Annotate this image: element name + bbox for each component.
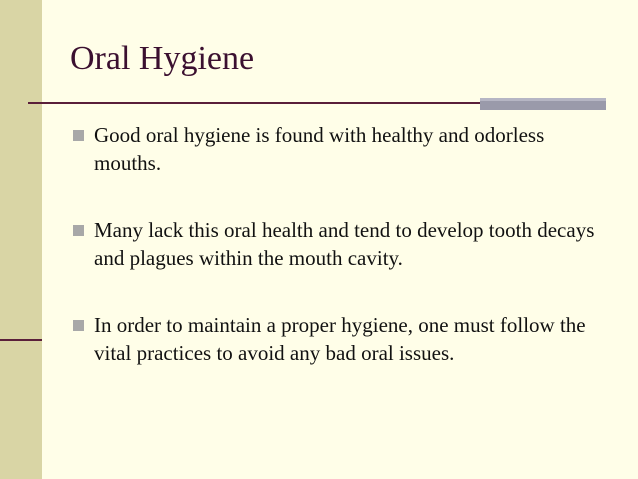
bullet-item bbox=[73, 216, 613, 272]
bullet-item bbox=[73, 121, 613, 177]
square-bullet-icon bbox=[73, 130, 84, 141]
bullet-text: Good oral hygiene is found with healthy and odorless mouths. bbox=[94, 123, 545, 175]
bullet-item bbox=[73, 311, 613, 367]
left-band-divider bbox=[0, 339, 42, 341]
bullet-text: In order to maintain a proper hygiene, one must follow the vital practices to avoid any bad oral issues. bbox=[94, 313, 586, 365]
square-bullet-icon bbox=[73, 320, 84, 331]
title-accent-bar-highlight bbox=[480, 98, 606, 101]
title-underline bbox=[28, 102, 480, 104]
slide-title: Oral Hygiene bbox=[70, 40, 255, 77]
bullet-text: Many lack this oral health and tend to develop tooth decays and plagues within the mouth cavity. bbox=[94, 218, 595, 270]
bullet-list bbox=[73, 121, 613, 406]
square-bullet-icon bbox=[73, 225, 84, 236]
left-decorative-band bbox=[0, 0, 42, 479]
